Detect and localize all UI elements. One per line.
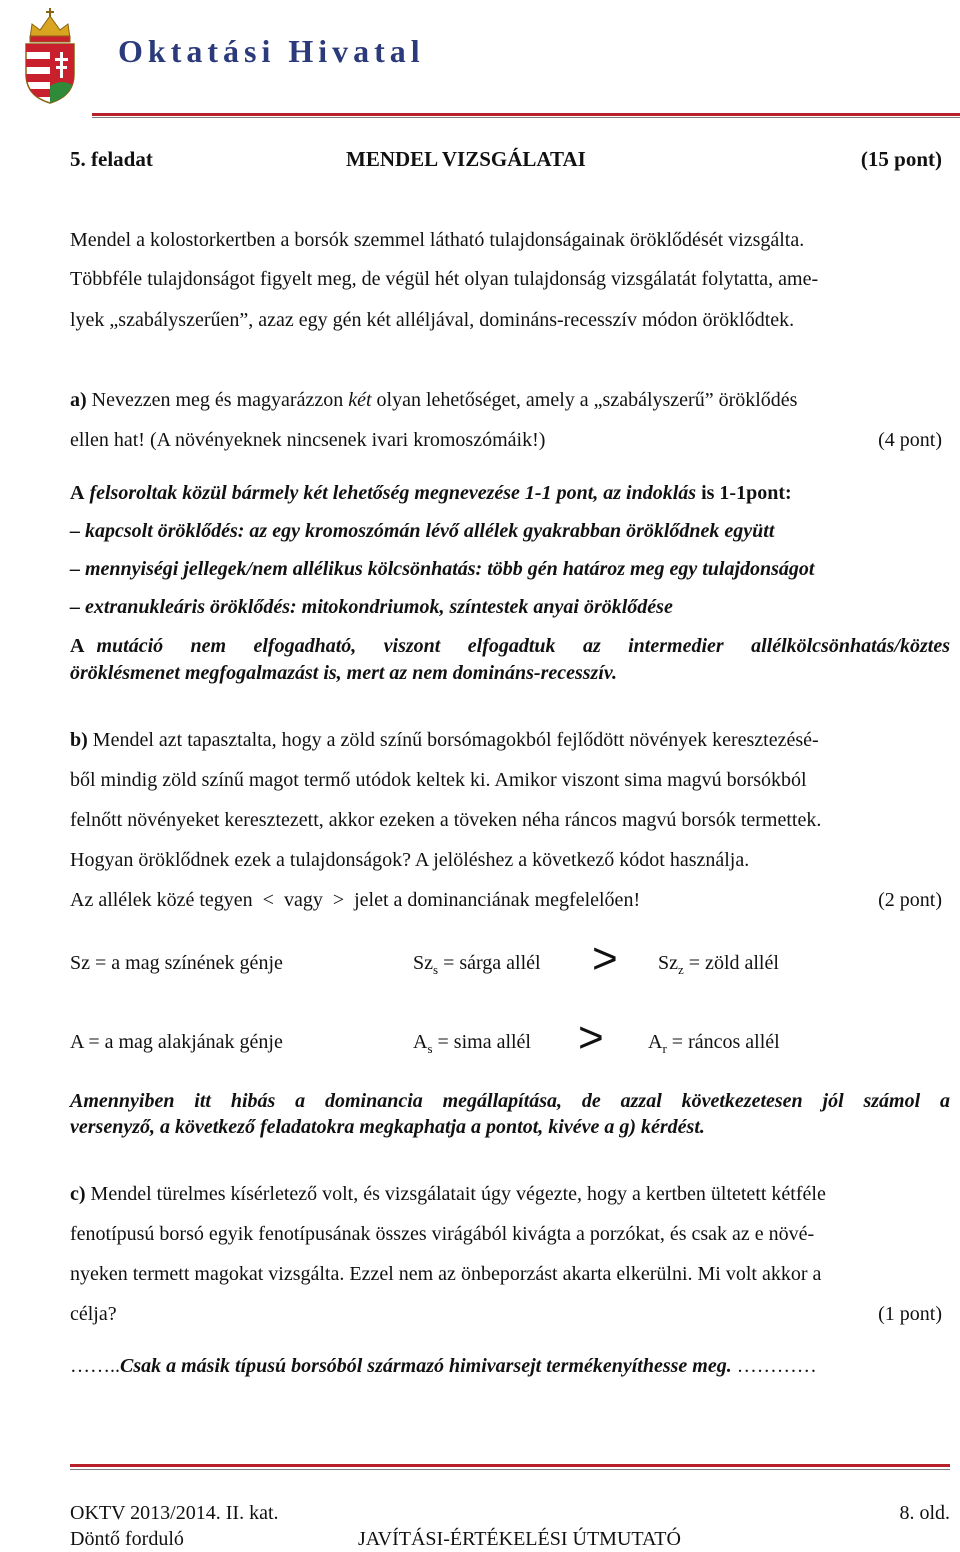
allele-a	[413, 952, 541, 978]
answer-item: – mennyiségi jellegek/nem allélikus kölcsönhatás: több gén határoz meg egy tulajdonságot	[70, 558, 815, 580]
task-title: MENDEL VIZSGÁLATAI	[346, 147, 586, 171]
part-a-note-line-1	[70, 635, 950, 658]
allele-a-base: A	[413, 1031, 428, 1053]
part-b-points: (2 pont)	[878, 889, 942, 911]
part-a-note-line-2: öröklésmenet megfogalmazást is, mert az nem domináns-recesszív.	[70, 662, 618, 684]
task-points: (15 pont)	[860, 147, 942, 171]
page-header	[0, 0, 960, 120]
part-b-line-4: Hogyan öröklődnek ezek a tulajdonságok? A jelöléshez a következő kódot használja.	[70, 849, 750, 871]
allele-b-desc: = ráncos allél	[666, 1031, 780, 1053]
allele-a-desc: = sárga allél	[438, 952, 541, 974]
header-divider	[92, 113, 960, 116]
gene-definition: Sz = a mag színének génje	[70, 952, 283, 974]
answer-dots-post: …………	[736, 1355, 817, 1377]
allele-a-desc: = sima allél	[432, 1031, 531, 1053]
footer-exam: OKTV 2013/2014. II. kat.	[70, 1502, 279, 1524]
part-a-question-line-2	[70, 429, 942, 452]
task-number: 5. feladat	[70, 147, 153, 171]
part-b-line-2: ből mindig zöld színű magot termő utódok keltek ki. Amikor viszont sima magvú borsókból	[70, 769, 807, 791]
part-a-q1-pre: Nevezzen meg és magyarázzon	[91, 389, 344, 411]
allele-b-base: A	[648, 1031, 663, 1053]
allele-a	[413, 1031, 531, 1057]
part-b-line-3: felnőtt növényeket keresztezett, akkor ezeken a töveken néha ráncos magvú borsók termettek.	[70, 809, 822, 831]
allele-b-desc: = zöld allél	[683, 952, 779, 974]
intro-line-1: Mendel a kolostorkertben a borsók szemmel látható tulajdonságainak öröklődését vizsgálta.	[70, 229, 805, 251]
part-a-points: (4 pont)	[878, 429, 942, 451]
part-b-note-line-1	[70, 1090, 950, 1113]
part-c-line-3: nyeken termett magokat vizsgálta. Ezzel nem az önbeporzást akarta elkerülni. Mi volt akkor a	[70, 1263, 822, 1285]
dominance-sign: >	[592, 934, 618, 983]
footer-divider-thin	[70, 1469, 950, 1470]
part-b-line-5-text: Az allélek közé tegyen < vagy > jelet a dominanciának megfelelően!	[70, 889, 641, 911]
office-name: Oktatási Hivatal	[118, 33, 425, 69]
answer-intro-c: is 1-1pont:	[701, 482, 792, 504]
part-c-line-2: fenotípusú borsó egyik fenotípusának összes virágából kivágta a porzókat, és csak az e növé-	[70, 1223, 815, 1245]
part-c-line-1-text: Mendel türelmes kísérletező volt, és vizsgálatait úgy végezte, hogy a kertben ültetett kétféle	[90, 1183, 826, 1205]
note-a-text: mutáció nem elfogadható, viszont elfogadtuk az intermedier allélkölcsönhatás/köztes	[96, 635, 950, 657]
part-a-answer-intro	[70, 482, 792, 505]
allele-a-sub: s	[433, 962, 439, 977]
part-c-answer-text: Csak a másik típusú borsóból származó himivarsejt termékenyíthesse meg.	[120, 1355, 732, 1377]
part-c-label: c)	[70, 1183, 86, 1205]
intro-line-3: lyek „szabályszerűen”, azaz egy gén két alléljával, domináns-recesszív módon öröklődtek.	[70, 309, 795, 331]
part-a-question-line-1	[70, 389, 950, 412]
allele-b	[648, 1031, 780, 1057]
answer-intro-b: felsoroltak közül bármely két lehetőség megnevezése 1-1 pont, az indoklás	[89, 482, 697, 504]
footer-doc-title: JAVÍTÁSI-ÉRTÉKELÉSI ÚTMUTATÓ	[358, 1528, 681, 1550]
part-b-note-line-2: versenyző, a következő feladatokra megkaphatja a pontot, kivéve a g) kérdést.	[70, 1116, 705, 1138]
answer-dots-pre: ……..	[70, 1355, 120, 1377]
footer-page-number: 8. old.	[899, 1502, 950, 1524]
allele-b	[658, 952, 779, 978]
allele-b-base: Sz	[658, 952, 678, 974]
allele-a-base: Sz	[413, 952, 433, 974]
part-b-line-1	[70, 729, 819, 752]
intro-line-2: Többféle tulajdonságot figyelt meg, de végül hét olyan tulajdonság vizsgálatát folytatta, ame-	[70, 268, 819, 290]
part-a-label: a)	[70, 389, 87, 411]
footer-round: Döntő forduló	[70, 1528, 184, 1550]
part-c-line-4-text: célja?	[70, 1303, 117, 1325]
gene-definition: A = a mag alakjának génje	[70, 1031, 283, 1053]
header-divider-thin	[92, 117, 960, 118]
part-c-line-1	[70, 1183, 826, 1206]
part-b-label: b)	[70, 729, 88, 751]
part-a-q1-emphasis: két	[348, 389, 372, 411]
allele-b-sub: z	[678, 962, 684, 977]
part-a-q1-post: olyan lehetőséget, amely a „szabályszerű” öröklődés	[376, 389, 798, 411]
part-a-q2: ellen hat! (A növényeknek nincsenek ivari kromoszómáik!)	[70, 429, 546, 451]
part-c-points: (1 pont)	[878, 1303, 942, 1325]
part-b-note-text-1: Amennyiben itt hibás a dominancia megállapítása, de azzal következetesen jól számol a	[70, 1090, 950, 1112]
part-c-answer	[70, 1355, 817, 1378]
allele-b-sub: r	[662, 1041, 667, 1056]
part-b-line-5	[70, 889, 942, 912]
coat-of-arms-logo	[22, 8, 78, 104]
answer-item: – kapcsolt öröklődés: az egy kromoszómán lévő allélek gyakrabban öröklődnek együtt	[70, 520, 775, 542]
dominance-sign: >	[578, 1013, 604, 1062]
note-a-prefix: A	[70, 635, 85, 657]
footer-divider	[70, 1464, 950, 1467]
answer-intro-a: A	[70, 482, 85, 504]
part-c-line-4	[70, 1303, 942, 1326]
part-b-line-1-text: Mendel azt tapasztalta, hogy a zöld színű borsómagokból fejlődött növények keresztezésé-	[92, 729, 819, 751]
allele-a-sub: s	[427, 1041, 433, 1056]
answer-item: – extranukleáris öröklődés: mitokondriumok, színtestek anyai öröklődése	[70, 596, 673, 618]
